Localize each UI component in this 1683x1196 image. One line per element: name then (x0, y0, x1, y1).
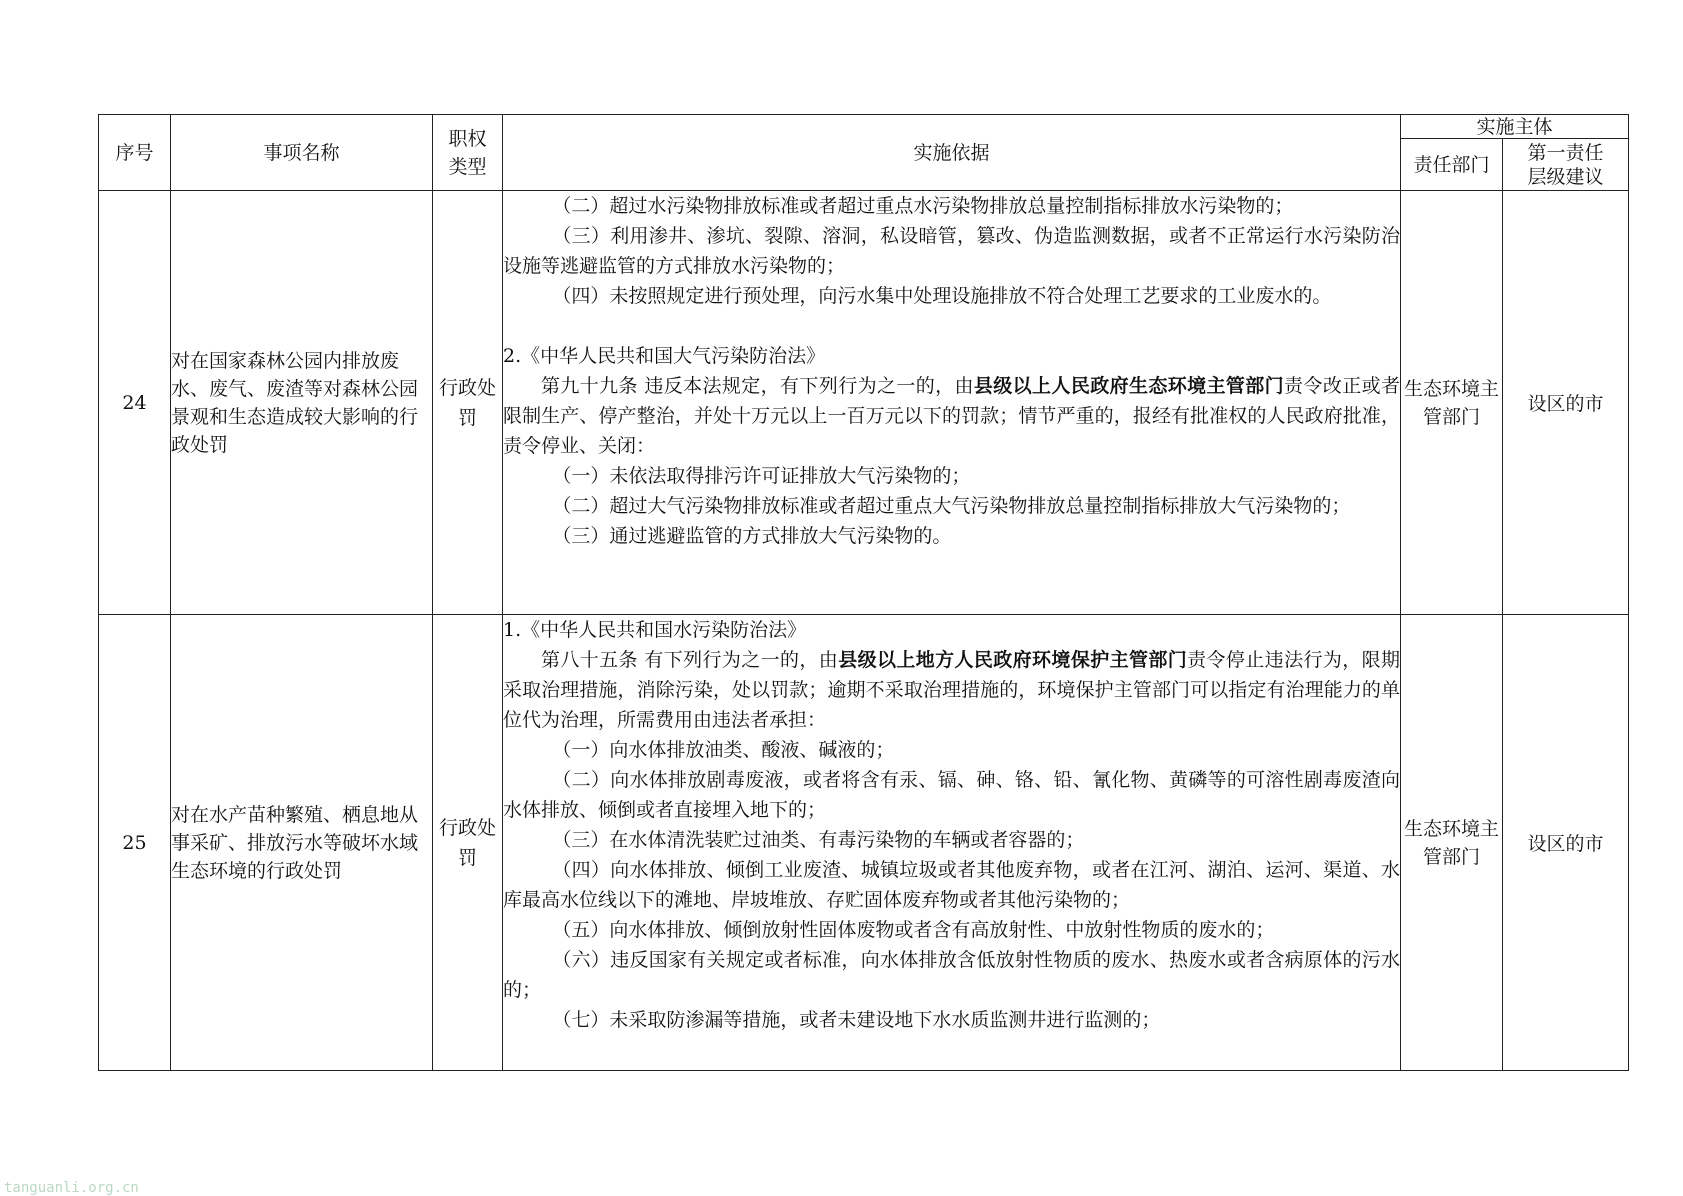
responsible-authority: 县级以上地方人民政府环境保护主管部门 (838, 649, 1188, 671)
article-text: 第八十五条 有下列行为之一的，由县级以上地方人民政府环境保护主管部门责令停止违法行为，限期采取治理措施，消除污染，处以罚款；逾期不采取治理措施的，环境保护主管部门可以指定有治理能力的单位代为治理，所需费用由违法者承担： (503, 649, 1400, 731)
header-type: 职权类型 (433, 115, 503, 191)
header-level: 第一责任层级建议 (1503, 139, 1629, 191)
enforcement-table (98, 114, 1629, 1071)
item-name: 对在水产苗种繁殖、栖息地从事采矿、排放污水等破坏水域生态环境的行政处罚 (171, 615, 433, 1071)
table-row (99, 615, 1629, 1071)
basis-item: （二）向水体排放剧毒废液，或者将含有汞、镉、砷、铬、铅、氰化物、黄磷等的可溶性剧毒废渣向水体排放、倾倒或者直接埋入地下的； (503, 769, 1400, 821)
legal-basis (503, 191, 1401, 615)
responsible-dept: 生态环境主管部门 (1401, 615, 1503, 1071)
header-basis: 实施依据 (503, 115, 1401, 191)
watermark: tanguanli.org.cn (4, 1180, 139, 1196)
authority-type: 行政处罚 (433, 191, 503, 615)
row-number: 25 (99, 615, 171, 1071)
basis-item: （四）向水体排放、倾倒工业废渣、城镇垃圾或者其他废弃物，或者在江河、湖泊、运河、渠道、水库最高水位线以下的滩地、岸坡堆放、存贮固体废弃物或者其他污染物的； (503, 859, 1400, 911)
basis-paragraph: （三）利用渗井、渗坑、裂隙、溶洞，私设暗管，篡改、伪造监测数据，或者不正常运行水污染防治设施等逃避监管的方式排放水污染物的； (503, 225, 1400, 277)
row-number: 24 (99, 191, 171, 615)
basis-item: （三）通过逃避监管的方式排放大气污染物的。 (552, 525, 952, 547)
header-no: 序号 (99, 115, 171, 191)
basis-paragraph: （二）超过水污染物排放标准或者超过重点水污染物排放总量控制指标排放水污染物的； (552, 195, 1294, 217)
basis-paragraph: （四）未按照规定进行预处理，向污水集中处理设施排放不符合处理工艺要求的工业废水的。 (552, 285, 1332, 307)
first-level: 设区的市 (1503, 615, 1629, 1071)
header-dept: 责任部门 (1401, 139, 1503, 191)
header-subject: 实施主体 (1401, 115, 1629, 139)
basis-item: （一）向水体排放油类、酸液、碱液的； (552, 739, 895, 761)
law-title: 1.《中华人民共和国水污染防治法》 (503, 619, 807, 641)
law-title: 2.《中华人民共和国大气污染防治法》 (503, 345, 826, 367)
header-name: 事项名称 (171, 115, 433, 191)
basis-item: （五）向水体排放、倾倒放射性固体废物或者含有高放射性、中放射性物质的废水的； (552, 919, 1275, 941)
item-name: 对在国家森林公园内排放废水、废气、废渣等对森林公园景观和生态造成较大影响的行政处罚 (171, 191, 433, 615)
responsible-dept: 生态环境主管部门 (1401, 191, 1503, 615)
basis-item: （六）违反国家有关规定或者标准，向水体排放含低放射性物质的废水、热废水或者含病原体的污水的； (503, 949, 1400, 1001)
table-row (99, 191, 1629, 615)
basis-item: （七）未采取防渗漏等措施，或者未建设地下水水质监测井进行监测的； (552, 1009, 1161, 1031)
responsible-authority: 县级以上人民政府生态环境主管部门 (973, 375, 1285, 397)
basis-item: （二）超过大气污染物排放标准或者超过重点大气污染物排放总量控制指标排放大气污染物的； (552, 495, 1351, 517)
legal-basis (503, 615, 1401, 1071)
basis-item: （一）未依法取得排污许可证排放大气污染物的； (552, 465, 971, 487)
first-level: 设区的市 (1503, 191, 1629, 615)
article-text: 第九十九条 违反本法规定，有下列行为之一的，由县级以上人民政府生态环境主管部门责令改正或者限制生产、停产整治，并处十万元以上一百万元以下的罚款；情节严重的，报经有批准权的人民政府批准，责令停业、关闭： (503, 375, 1400, 457)
authority-type: 行政处罚 (433, 615, 503, 1071)
basis-item: （三）在水体清洗装贮过油类、有毒污染物的车辆或者容器的； (552, 829, 1085, 851)
